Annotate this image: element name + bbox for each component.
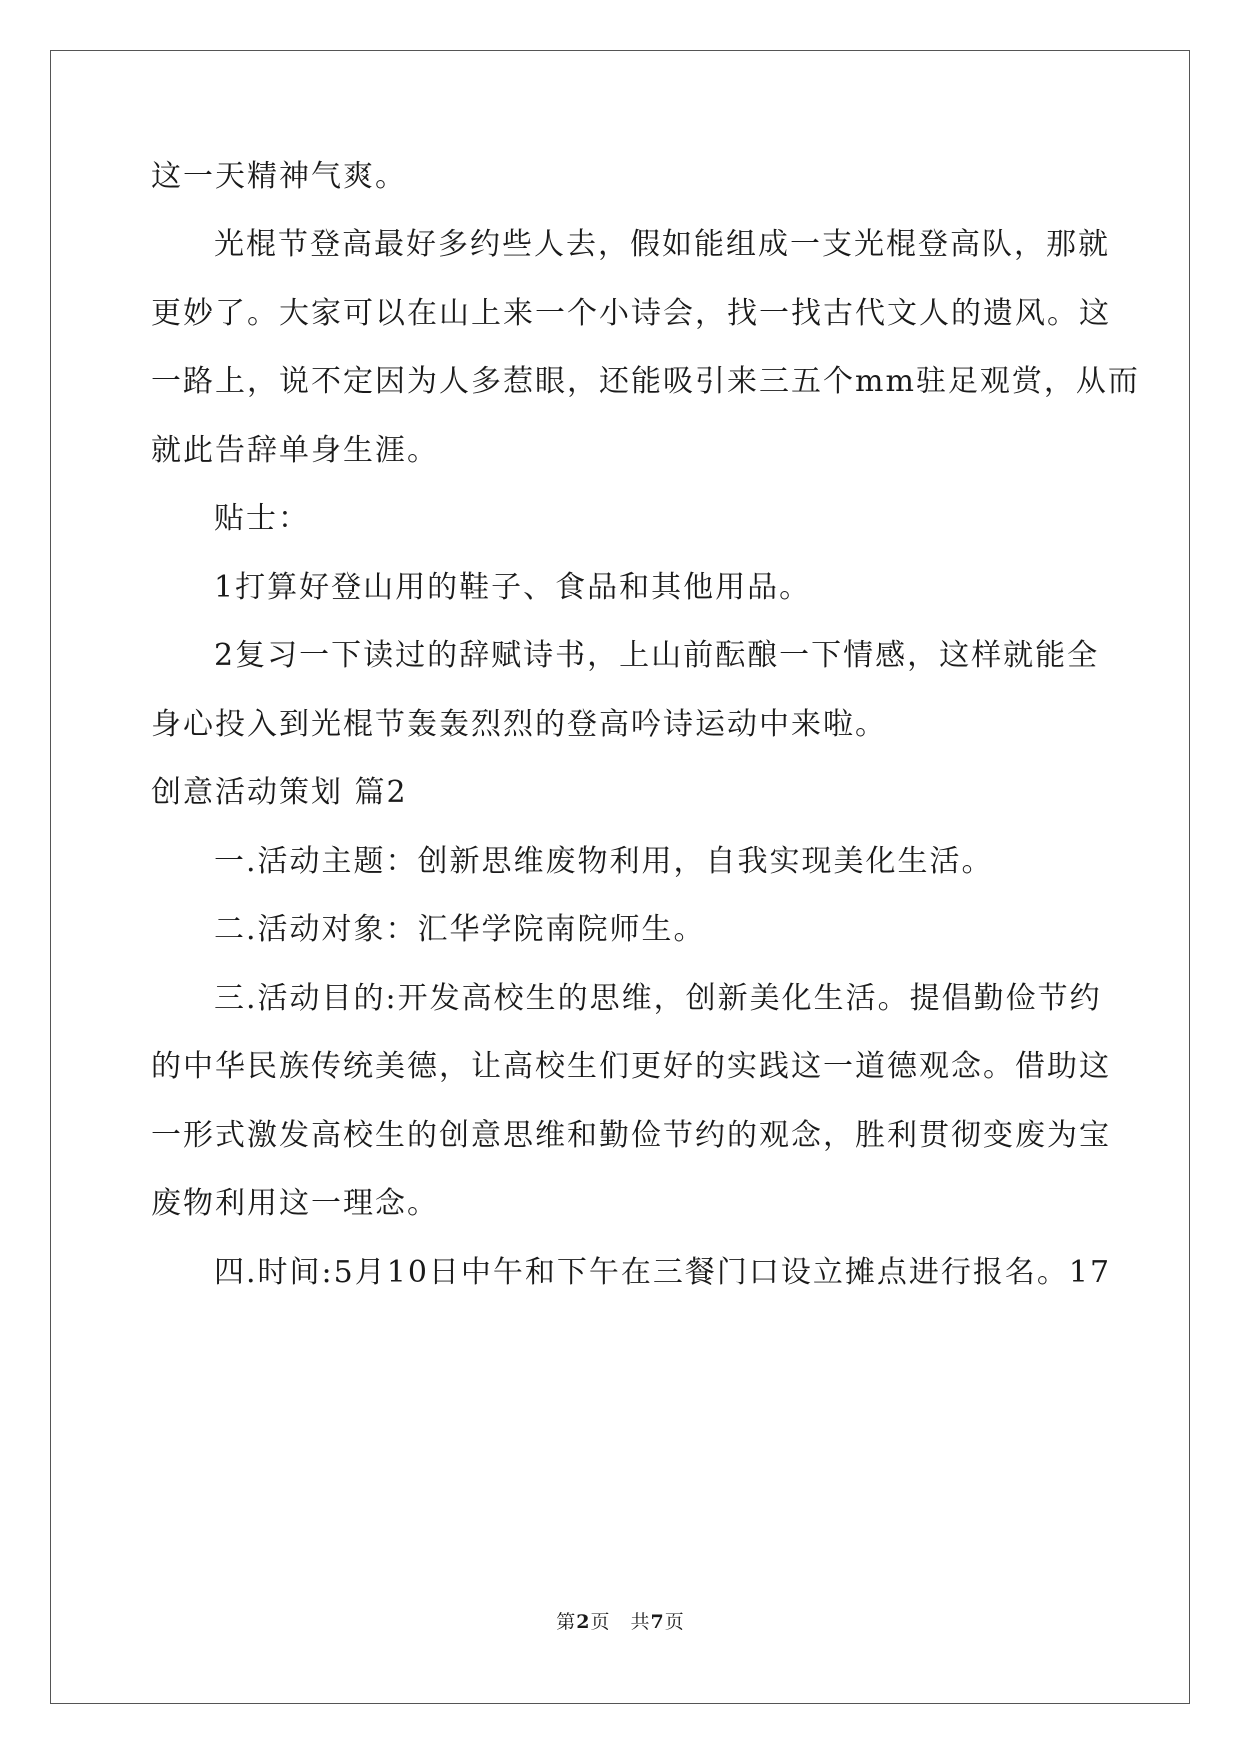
page-footer	[0, 1609, 1241, 1635]
text-line: 一形式激发高校生的创意思维和勤俭节约的观念，胜利贯彻变废为宝	[151, 1118, 1111, 1153]
section-heading: 创意活动策划 篇2	[151, 775, 408, 810]
footer-suffix: 页	[664, 1611, 685, 1633]
text-line: 二.活动对象：汇华学院南院师生。	[214, 912, 706, 947]
footer-prefix: 第	[556, 1611, 577, 1633]
text-line: 贴士：	[214, 501, 310, 536]
footer-middle: 页 共	[590, 1611, 651, 1633]
current-page-number: 2	[576, 1611, 591, 1633]
text-line: 1打算好登山用的鞋子、食品和其他用品。	[214, 570, 812, 605]
text-line: 身心投入到光棍节轰轰烈烈的登高吟诗运动中来啦。	[151, 707, 887, 742]
text-line: 四.时间:5月10日中午和下午在三餐门口设立摊点进行报名。17	[214, 1255, 1112, 1290]
text-line: 更妙了。大家可以在山上来一个小诗会，找一找古代文人的遗风。这	[151, 296, 1111, 331]
text-line: 就此告辞单身生涯。	[151, 433, 439, 468]
text-line: 废物利用这一理念。	[151, 1186, 439, 1221]
text-line: 这一天精神气爽。	[151, 159, 407, 194]
text-line: 2复习一下读过的辞赋诗书，上山前酝酿一下情感，这样就能全	[214, 638, 1100, 673]
text-line: 一路上，说不定因为人多惹眼，还能吸引来三五个mm驻足观赏，从而	[151, 364, 1140, 399]
text-line: 三.活动目的:开发高校生的思维，创新美化生活。提倡勤俭节约	[214, 981, 1102, 1016]
total-page-number: 7	[650, 1611, 665, 1633]
text-line: 的中华民族传统美德，让高校生们更好的实践这一道德观念。借助这	[151, 1049, 1111, 1084]
text-line: 一.活动主题：创新思维废物利用，自我实现美化生活。	[214, 844, 994, 879]
text-line: 光棍节登高最好多约些人去，假如能组成一支光棍登高队，那就	[214, 227, 1110, 262]
